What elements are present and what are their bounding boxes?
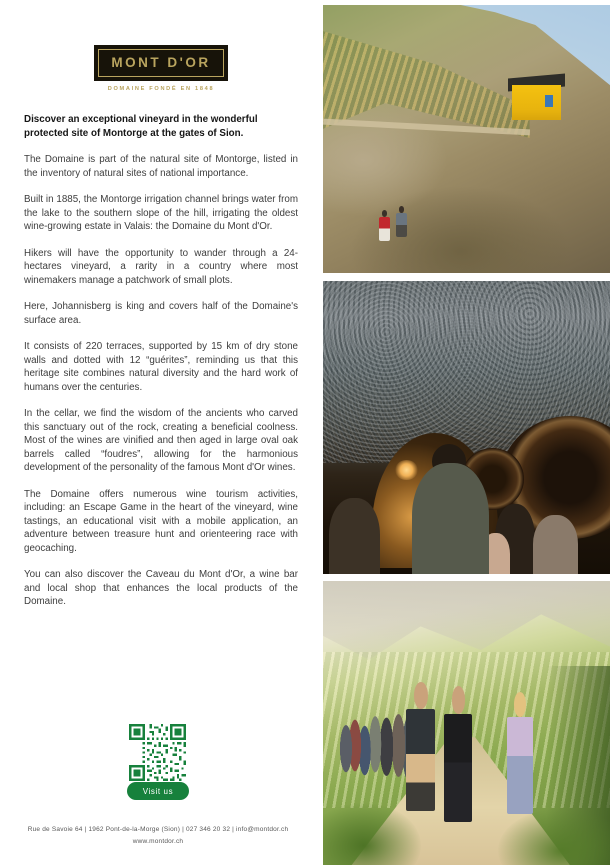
paragraph: Hikers will have the opportunity to wander through a 24-hectares vineyard, a rarity in a country where most winemakers manage a patchwork of small plots. — [24, 247, 298, 286]
visitor-silhouette — [533, 515, 579, 574]
hiker-red-shirt — [379, 217, 390, 241]
walker-lavender-top — [507, 717, 533, 814]
logo-tagline: DOMAINE FONDÉ EN 1848 — [107, 86, 215, 92]
footer-website: www.montdor.ch — [132, 838, 184, 845]
paragraph: It consists of 220 terraces, supported by 15 km of dry stone walls and dotted with 12 “guérites”, reminding us that this heritage site combines natural diversity and the hard work of humans over the centuries. — [24, 341, 298, 393]
walker-plaid-shorts — [406, 709, 435, 811]
qr-code-graphic — [129, 724, 186, 781]
visitor-foreground — [412, 463, 489, 574]
walker-black-shirt — [444, 714, 473, 822]
walking-group — [340, 714, 415, 776]
logo-inner-border — [98, 49, 223, 77]
intro-heading: Discover an exceptional vineyard in the wonderful protected site of Montorge at the gates of Sion. — [24, 114, 258, 139]
logo-title: MONT D'OR — [111, 55, 211, 70]
footer — [0, 826, 316, 846]
paragraph: In the cellar, we find the wisdom of the ancients who carved this sanctuary out of the rock, creating a beneficial coolness. Most of the wines are vinified and then aged in large oval oak barrels called “foudres”, allowing for the harmonious development of the personality of the famous Mont d'Or wines. — [24, 408, 298, 474]
guerite-window — [545, 95, 552, 107]
text-column — [24, 0, 298, 609]
visit-us-button[interactable]: Visit us — [127, 782, 189, 800]
paragraph: The Domaine offers numerous wine tourism activities, including: an Escape Game in the heart of the vineyard, wine tastings, an educational visit with a mobile application, an adventure between treasure hunt and orienteering race with geocaching. — [24, 488, 298, 554]
photo-rock-cellar — [323, 281, 610, 574]
paragraph: The Domaine is part of the natural site of Montorge, listed in the inventory of natural sites of national importance. — [24, 154, 298, 179]
paragraph: Built in 1885, the Montorge irrigation channel brings water from the lake to the southern slope of the hill, irrigating the oldest wine-growing estate in Valais: the Domaine du Mont d'Or. — [24, 194, 298, 233]
photo-vineyard-hillside — [323, 5, 610, 273]
cellar-lamp — [395, 460, 418, 481]
photo-vineyard-walk — [323, 581, 610, 865]
paragraph: Here, Johannisberg is king and covers half of the Domaine's surface area. — [24, 301, 298, 326]
paragraph: You can also discover the Caveau du Mont d'Or, a wine bar and local shop that enhances the local products of the Domaine. — [24, 569, 298, 608]
yellow-guerite — [512, 85, 561, 120]
hiker-second — [396, 213, 406, 237]
brand-logo — [24, 45, 298, 92]
footer-contact-line: Rue de Savoie 64 | 1962 Pont-de-la-Morge (Sion) | 027 346 20 32 | info@montdor.ch — [27, 826, 289, 833]
logo-plaque — [94, 45, 227, 81]
qr-code[interactable] — [129, 724, 186, 781]
visitor-silhouette — [329, 498, 381, 574]
